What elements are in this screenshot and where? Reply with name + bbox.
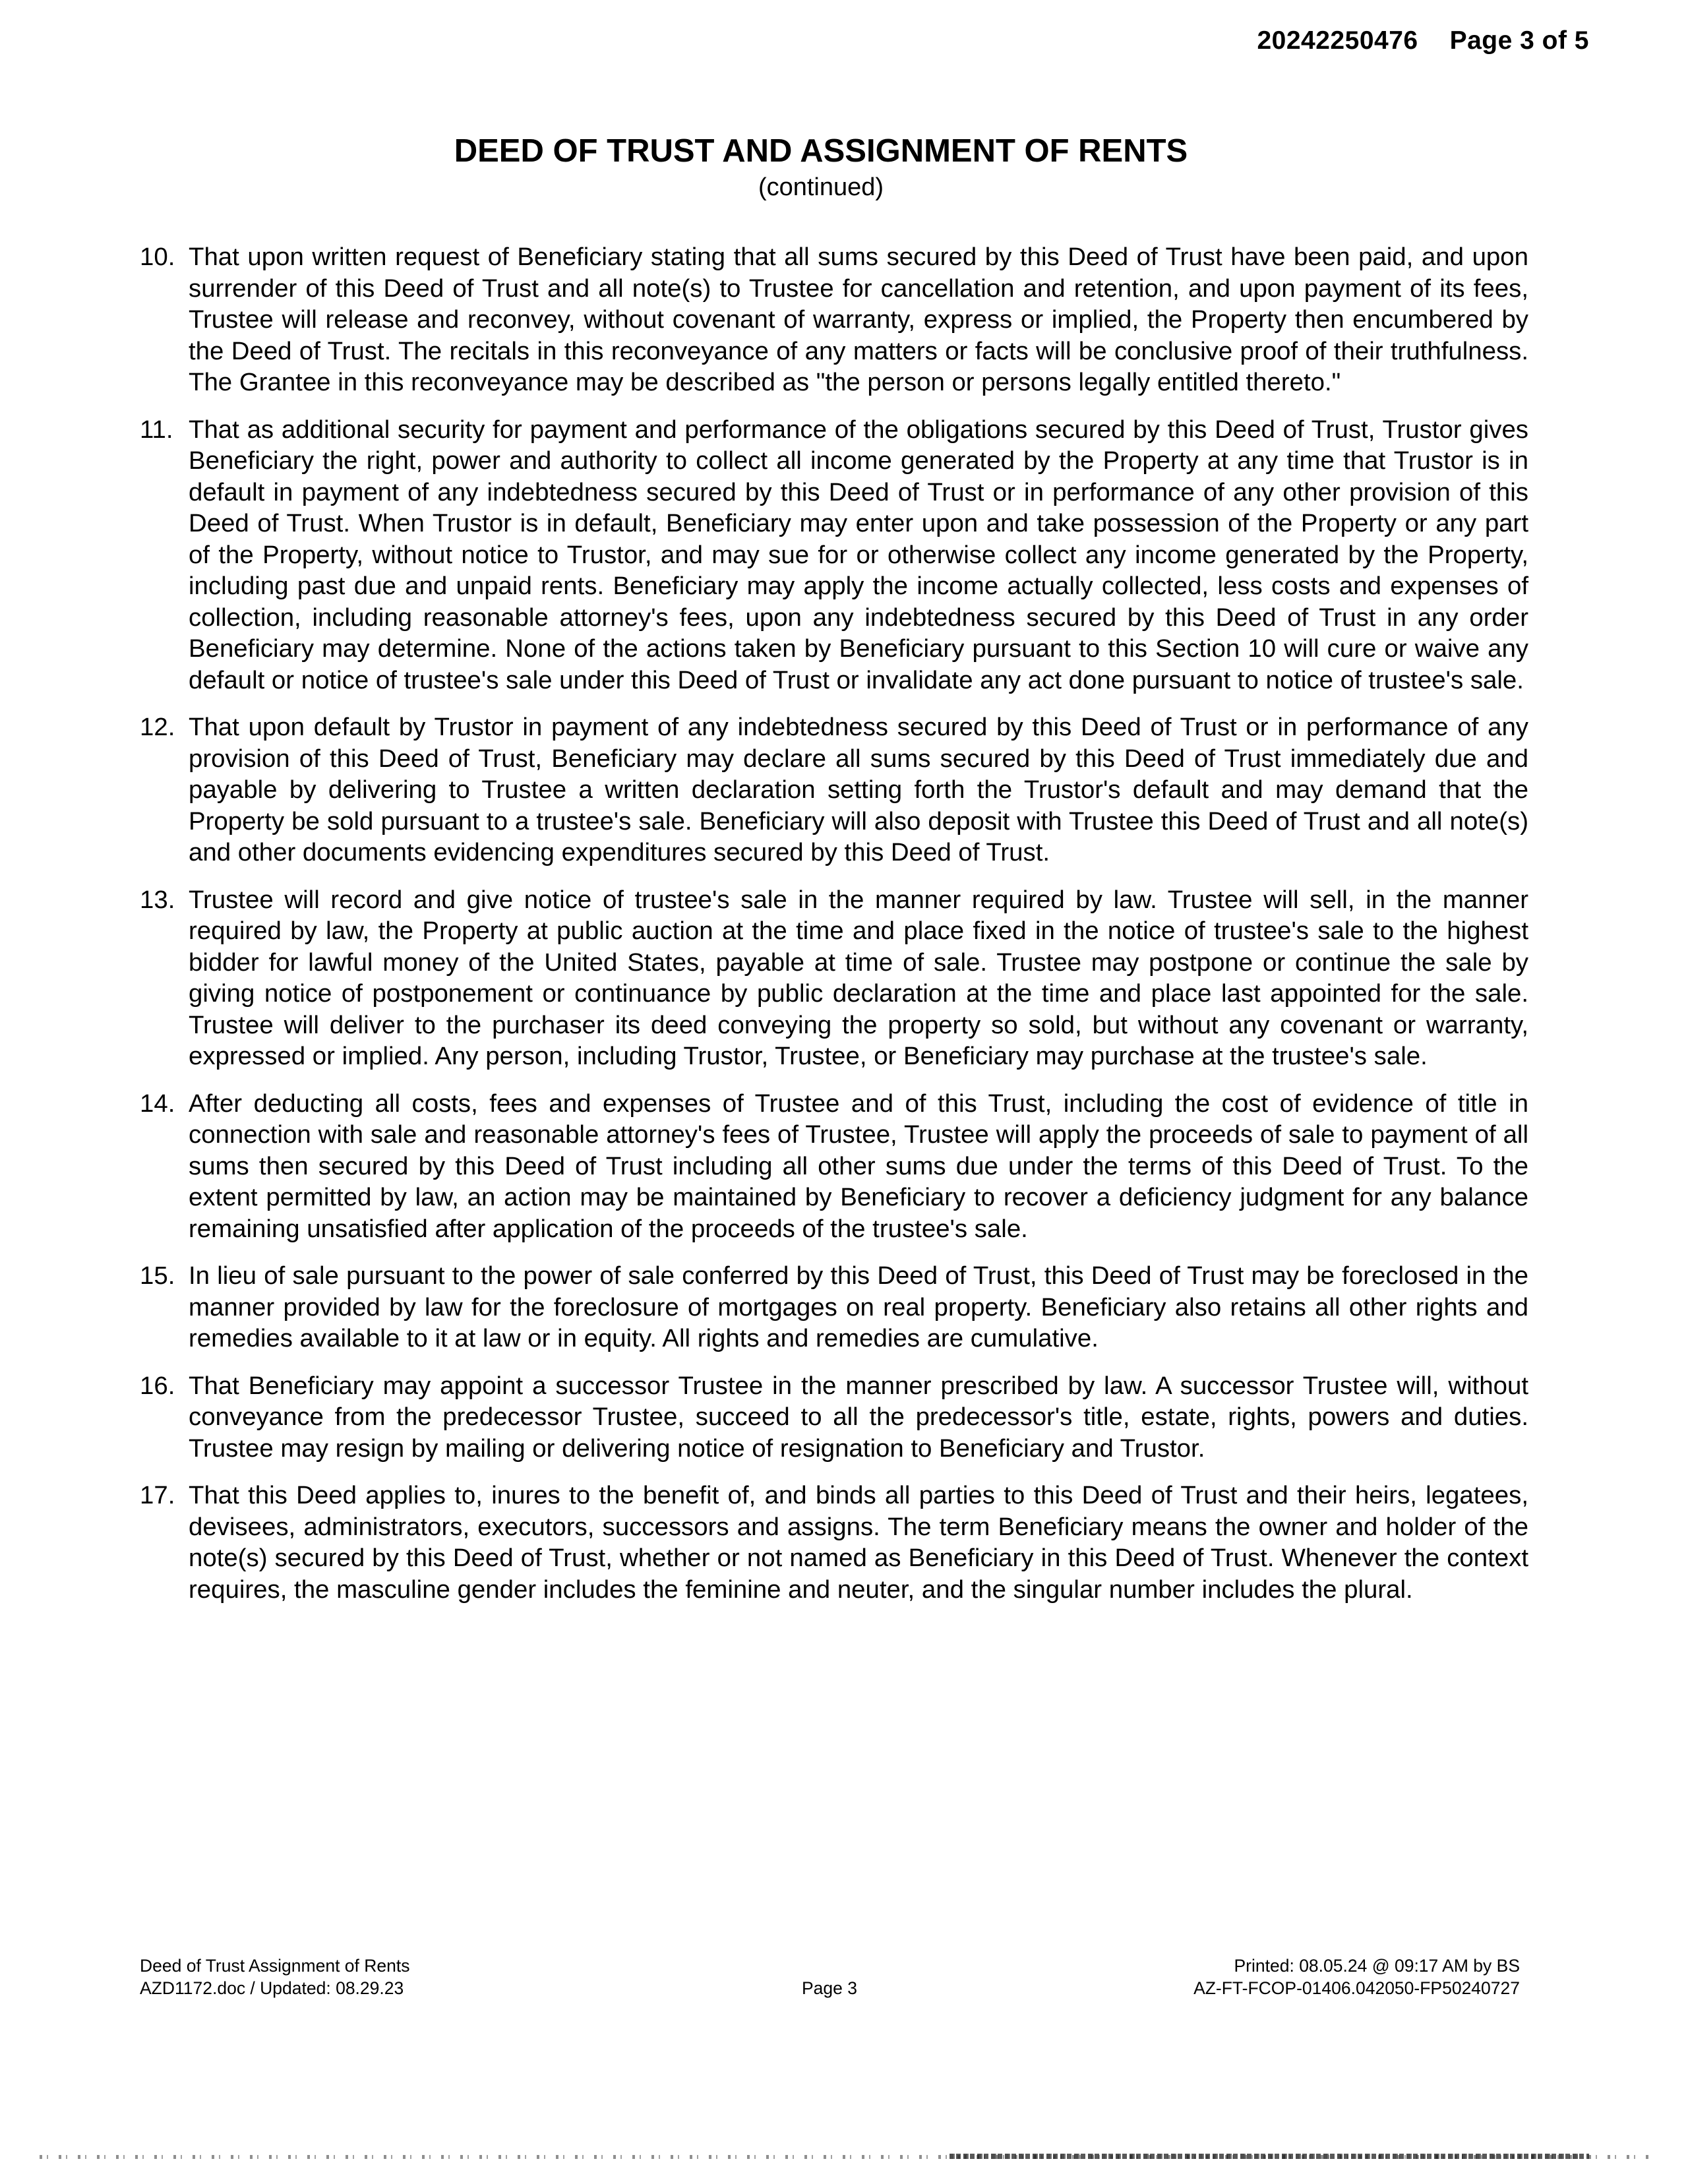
clause-17 <box>140 1480 1528 1605</box>
clause-10 <box>140 241 1528 398</box>
clause-16 <box>140 1370 1528 1465</box>
clause-11 <box>140 414 1528 696</box>
clause-text: Trustee will record and give notice of trustee's sale in the manner required by law. Trustee will sell, in the manner required by law, the Property at public auction at the time and place fixed in the notice of trustee's sale to the highest bidder for lawful money of the United States, payable at time of sale. Trustee may postpone or continue the sale by giving notice of postponement or continuance by public declaration at the time and place last appointed for the sale. Trustee will deliver to the purchaser its deed conveying the property so sold, but without any covenant or warranty, expressed or implied. Any person, including Trustor, Trustee, or Beneficiary may purchase at the trustee's sale. <box>189 885 1528 1070</box>
clause-13 <box>140 884 1528 1072</box>
clause-15 <box>140 1260 1528 1354</box>
footer-page-label: Page 3 <box>802 1978 857 1998</box>
clause-number: 12. <box>140 713 175 741</box>
clause-number: 10. <box>140 243 175 271</box>
clause-14 <box>140 1088 1528 1245</box>
title-block <box>0 131 1642 203</box>
footer-form-info <box>140 1955 409 1999</box>
document-subtitle: (continued) <box>758 173 884 201</box>
page-indicator: Page 3 of 5 <box>1449 26 1589 55</box>
footer-form-id: AZD1172.doc / Updated: 08.29.23 <box>140 1978 404 1998</box>
clause-list <box>140 241 1528 1621</box>
document-title: DEED OF TRUST AND ASSIGNMENT OF RENTS <box>454 133 1188 169</box>
clause-text: That upon written request of Beneficiary stating that all sums secured by this Deed of Trust have been paid, and upon surrender of this Deed of Trust and all note(s) to Trustee for cancellation and retention, and upon payment of its fees, Trustee will release and reconvey, without covenant of warranty, express or implied, the Property then encumbered by the Deed of Trust. The recitals in this reconveyance of any matters or facts will be conclusive proof of their truthfulness. The Grantee in this reconveyance may be described as "the person or persons legally entitled thereto." <box>189 243 1528 396</box>
clause-number: 14. <box>140 1089 175 1118</box>
clause-number: 11. <box>140 415 173 444</box>
document-number: 20242250476 <box>1257 26 1418 55</box>
clause-number: 13. <box>140 885 175 914</box>
clause-text: That upon default by Trustor in payment of any indebtedness secured by this Deed of Trust or in performance of any provision of this Deed of Trust, Beneficiary may declare all sums secured by this Deed of Trust immediately due and payable by delivering to Trustee a written declaration setting forth the Trustor's default and may demand that the Property be sold pursuant to a trustee's sale. Beneficiary will also deposit with Trustee this Deed of Trust and all note(s) and other documents evidencing expenditures secured by this Deed of Trust. <box>189 713 1528 866</box>
footer-printed: Printed: 08.05.24 @ 09:17 AM by BS <box>1234 1956 1520 1976</box>
clause-number: 17. <box>140 1481 175 1509</box>
footer-print-info <box>1193 1955 1520 1999</box>
clause-number: 16. <box>140 1371 175 1400</box>
clause-12 <box>140 712 1528 868</box>
clause-text: In lieu of sale pursuant to the power of sale conferred by this Deed of Trust, this Deed of Trust may be foreclosed in the manner provided by law for the foreclosure of mortgages on real property. Beneficiary also retains all other rights and remedies available to it at law or in equity. All rights and remedies are cumulative. <box>189 1261 1528 1352</box>
clause-text: That as additional security for payment and performance of the obligations secured by this Deed of Trust, Trustor gives Beneficiary the right, power and authority to collect all income generated by the Property at any time that Trustor is in default in payment of any indebtedness secured by this Deed of Trust or in performance of any other provision of this Deed of Trust. When Trustor is in default, Beneficiary may enter upon and take possession of the Property or any part of the Property, without notice to Trustor, and may sue for or otherwise collect any income generated by the Property, including past due and unpaid rents. Beneficiary may apply the income actually collected, less costs and expenses of collection, including reasonable attorney's fees, upon any indebtedness secured by this Deed of Trust in any order Beneficiary may determine. None of the actions taken by Beneficiary pursuant to this Section 10 will cure or waive any default or notice of trustee's sale under this Deed of Trust or invalidate any act done pursuant to notice of trustee's sale. <box>189 415 1528 694</box>
clause-text: That Beneficiary may appoint a successor Trustee in the manner prescribed by law. A successor Trustee will, without conveyance from the predecessor Trustee, succeed to all the predecessor's title, estate, rights, powers and duties. Trustee may resign by mailing or delivering notice of resignation to Beneficiary and Trustor. <box>189 1371 1528 1463</box>
clause-text: After deducting all costs, fees and expenses of Trustee and of this Trust, including the cost of evidence of title in connection with sale and reasonable attorney's fees of Trustee, Trustee will apply the proceeds of sale to payment of all sums then secured by this Deed of Trust including all other sums due under the terms of this Deed of Trust. To the extent permitted by law, an action may be maintained by Beneficiary to recover a deficiency judgment for any balance remaining unsatisfied after application of the proceeds of the trustee's sale. <box>189 1089 1528 1243</box>
clause-text: That this Deed applies to, inures to the benefit of, and binds all parties to this Deed of Trust and their heirs, legatees, devisees, administrators, executors, successors and assigns. The term Beneficiary means the owner and holder of the note(s) secured by this Deed of Trust, whether or not named as Beneficiary in this Deed of Trust. Whenever the context requires, the masculine gender includes the feminine and neuter, and the singular number includes the plural. <box>189 1481 1528 1604</box>
footer-form-title: Deed of Trust Assignment of Rents <box>140 1956 410 1976</box>
scan-artifact-strip-dense <box>950 2154 1589 2159</box>
footer-file-ref: AZ-FT-FCOP-01406.042050-FP50240727 <box>1193 1978 1520 1998</box>
clause-number: 15. <box>140 1261 175 1290</box>
recording-header <box>1257 26 1589 55</box>
